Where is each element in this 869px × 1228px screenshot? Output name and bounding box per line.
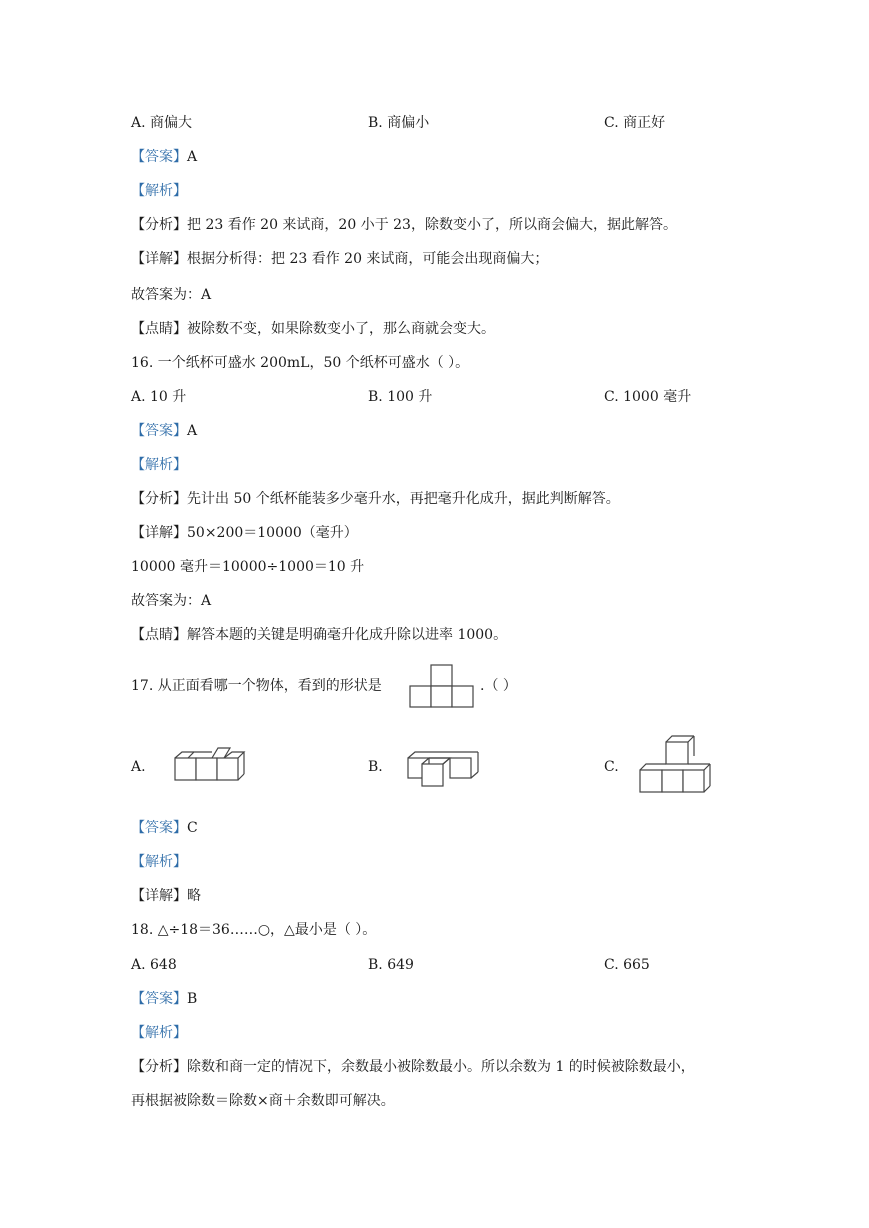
- q15-analysis-tag: 【解析】: [131, 183, 187, 199]
- q16-question: 16. 一个纸杯可盛水 200mL，50 个纸杯可盛水（ ）。: [131, 355, 470, 371]
- q16-option-b: B. 100 升: [368, 389, 433, 405]
- q17-question: 17. 从正面看哪一个物体，看到的形状是: [131, 678, 382, 694]
- q16-option-a: A. 10 升: [131, 389, 187, 405]
- q15-dianjing: 【点睛】被除数不变，如果除数变小了，那么商就会变大。: [131, 321, 495, 337]
- q15-xiangjie: 【详解】根据分析得：把 23 看作 20 来试商，可能会出现商偏大；: [131, 251, 549, 267]
- q18-option-a: A. 648: [131, 957, 177, 973]
- q17-option-b: B.: [368, 759, 383, 775]
- q17-front-view-figure: [410, 664, 476, 708]
- q15-answer: 【答案】A: [131, 149, 198, 165]
- q18-fenxi: 【分析】除数和商一定的情况下，余数最小被除数最小。所以余数为 1 的时候被除数最小，: [131, 1059, 695, 1075]
- q15-option-b: B. 商偏小: [368, 115, 430, 131]
- q16-option-c: C. 1000 毫升: [604, 389, 692, 405]
- q15-fenxi: 【分析】把 23 看作 20 来试商，20 小于 23，除数变小了，所以商会偏大，据此解答。: [131, 217, 677, 233]
- q15-option-a: A. 商偏大: [131, 115, 193, 131]
- q17-option-c-figure: [636, 734, 716, 796]
- q16-calc: 10000 毫升＝10000÷1000＝10 升: [131, 559, 365, 575]
- q17-xiangjie: 【详解】略: [131, 888, 201, 904]
- q16-answer: 【答案】A: [131, 423, 198, 439]
- q18-answer: 【答案】B: [131, 991, 198, 1007]
- q16-xiangjie: 【详解】50×200＝10000（毫升）: [131, 525, 358, 541]
- q17-answer: 【答案】C: [131, 820, 198, 836]
- q18-question: 18. △÷18＝36……○，△最小是（ ）。: [131, 922, 377, 938]
- q18-fenxi-cont: 再根据被除数＝除数×商＋余数即可解决。: [131, 1093, 395, 1109]
- q16-fenxi: 【分析】先计出 50 个纸杯能装多少毫升水，再把毫升化成升，据此判断解答。: [131, 491, 620, 507]
- q17-analysis-tag: 【解析】: [131, 854, 187, 870]
- q17-option-a-figure: [170, 742, 250, 784]
- q17-question-tail: .（ ）: [480, 678, 517, 694]
- q15-option-c: C. 商正好: [604, 115, 666, 131]
- q16-analysis-tag: 【解析】: [131, 457, 187, 473]
- q18-option-b: B. 649: [368, 957, 414, 973]
- q17-option-c: C.: [604, 759, 619, 775]
- q18-option-c: C. 665: [604, 957, 650, 973]
- q16-dianjing: 【点睛】解答本题的关键是明确毫升化成升除以进率 1000。: [131, 627, 508, 643]
- q17-option-b-figure: [404, 744, 488, 790]
- q18-analysis-tag: 【解析】: [131, 1025, 187, 1041]
- q17-option-a: A.: [131, 759, 146, 775]
- q16-conclusion: 故答案为：A: [131, 593, 212, 609]
- q15-conclusion: 故答案为：A: [131, 287, 212, 303]
